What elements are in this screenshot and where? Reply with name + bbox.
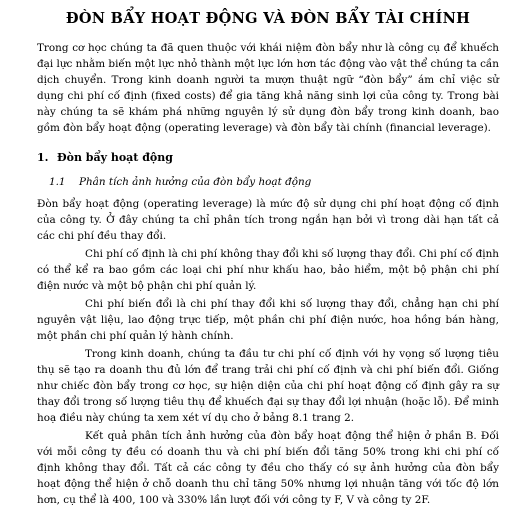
intro-paragraph: Trong cơ học chúng ta đã quen thuộc với khái niệm đòn bẩy như là công cụ để khuếch đại lực nhằm biến một lực nhỏ thành một lực lớn hơn tác động vào vật thể chúng ta cần dịch chuyển. Trong kinh doanh người ta mượn thuật ngữ “đòn bẩy” ám chỉ việc sử dụng chi phí cố định (fixed costs) để gia tăng khả năng sinh lợi của công ty. Trong bài này chúng ta sẽ khám phá những nguyên lý sử dụng đòn bẩy trong kinh doanh, bao gồm đòn bẩy hoạt động (operating leverage) và đòn bẩy tài chính (financial leverage). (37, 42, 499, 134)
document-title: ĐÒN BẨY HOẠT ĐỘNG VÀ ĐÒN BẨY TÀI CHÍNH (65, 10, 471, 27)
section-number: 1. (37, 151, 49, 164)
subsection-heading (49, 174, 499, 190)
paragraph-analysis-results: Kết quả phân tích ảnh hưởng của đòn bẩy hoạt động thể hiện ở phần B. Đối với mỗi công ty đều có doanh thu và chi phí biến đổi tăng 50% trong khi chi phí cố định không thay đổi. Tất cả các công ty đều cho thấy có sự ảnh hưởng của đòn bẩy hoạt động thể hiện ở chỗ doanh thu chỉ tăng 50% nhưng lợi nhuận tăng với tốc độ lớn hơn, cụ thể là 400, 100 và 330% lần lượt đối với công ty F, V và công ty 2F. (37, 430, 499, 506)
subsection-title: Phân tích ảnh hưởng của đòn bẩy hoạt động (79, 176, 312, 188)
section-heading (37, 150, 499, 166)
paragraph-fixed-costs: Chi phí cố định là chi phí không thay đổi khi số lượng thay đổi. Chi phí cố định có thể kể ra bao gồm các loại chi phí như khấu hao, bảo hiểm, một bộ phận chi phí điện nước và một bộ phận chi phí quản lý. (37, 248, 499, 292)
paragraph-variable-costs: Chi phí biến đổi là chi phí thay đổi khi số lượng thay đổi, chẳng hạn chi phí nguyên vật liệu, lao động trực tiếp, một phần chi phí điện nước, hoa hồng bán hàng, một phần chi phí quản lý hành chính. (37, 298, 499, 342)
section-title: Đòn bẩy hoạt động (57, 151, 173, 164)
subsection-number: 1.1 (49, 176, 66, 188)
paragraph-operating-leverage: Đòn bẩy hoạt động (operating leverage) là mức độ sử dụng chi phí hoạt động cố định của công ty. Ở đây chúng ta chỉ phân tích trong ngắn hạn bởi vì trong dài hạn tất cả các chi phí đều thay đổi. (37, 198, 499, 242)
paragraph-business-investment: Trong kinh doanh, chúng ta đầu tư chi phí cố định với hy vọng số lượng tiêu thụ sẽ tạo ra doanh thu đủ lớn để trang trải chi phí cố định và chi phí biến đổi. Giống như chiếc đòn bẩy trong cơ học, sự hiện diện của chi phí hoạt động cố định gây ra sự thay đổi trong số lượng tiêu thụ để khuếch đại sự thay đổi lợi nhuận (hoặc lỗ). Để minh hoạ điều này chúng ta xem xét ví dụ cho ở bảng 8.1 trang 2. (37, 348, 499, 424)
